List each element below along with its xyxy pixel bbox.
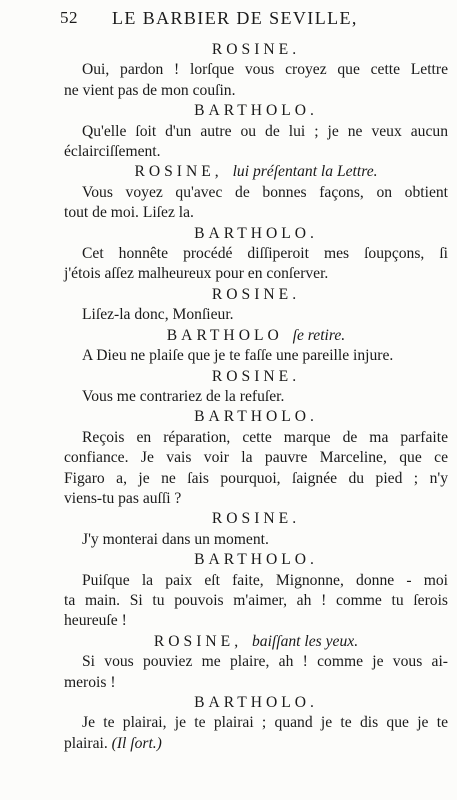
stage-direction: lui préſentant la Lettre. [232,163,378,181]
speech-line-text: ta main. Si tu pouvois m'aimer, ah ! comme tu ſerois [64,591,448,609]
speaker-heading [64,326,448,346]
speech-line [64,673,448,693]
speaker-name: ROSINE, [134,163,223,181]
speaker-heading [64,285,448,305]
speaker-heading [64,693,448,713]
speech-line-text: plairai. [64,734,108,752]
speaker-heading [64,224,448,244]
speaker-heading [64,407,448,427]
speaker-name: ROSINE. [211,41,301,58]
speaker-name: BARTHOLO. [194,551,318,569]
speech-line [64,203,448,223]
speech-line-text: A Dieu ne plaiſe que je te faſſe une pareille injure. [82,347,394,365]
speaker-name: ROSINE, [153,632,243,650]
page-number: 52 [60,8,78,27]
speech-line [64,469,448,489]
speech-line [64,489,448,509]
speaker-heading [64,40,448,60]
speech-line-text: heureuſe ! [64,612,127,630]
speaker-heading [64,632,448,652]
speaker-name: ROSINE. [211,367,301,385]
speech-line [64,652,448,672]
speech-line-text: Vous voyez qu'avec de bonnes façons, on obtient [82,183,448,201]
speech-line [64,448,448,468]
speaker-name: BARTHOLO. [194,102,318,120]
speech-line [64,244,448,264]
speech-line [64,713,448,733]
speech-line-text: Cet honnête procédé diſſiperoit mes ſoupçons, ſi [82,245,448,263]
running-title: LE BARBIER DE SEVILLE, [112,8,358,28]
page-header [60,6,440,36]
speech-line-text: éclairciſſement. [64,143,161,161]
speech-line [64,346,448,366]
closing-stage-direction: (Il ſort.) [111,734,162,752]
speaker-name: BARTHOLO. [194,224,318,242]
speech-line-text: Puiſque la paix eſt faite, Mignonne, donne - moi [82,571,448,589]
speech-line-text: viens-tu pas auſſi ? [64,489,182,507]
speech-line [64,305,448,325]
stage-direction: baiſſant les yeux. [252,632,359,650]
speech-line-text: Si vous pouviez me plaire, ah ! comme je vous ai- [82,653,448,671]
speech-line-text: Je te plairai, je te plairai ; quand je te dis que je te [82,714,448,732]
speaker-name: ROSINE. [211,285,301,303]
speaker-heading [64,101,448,121]
speaker-heading [64,509,448,529]
speech-line-text: confiance. Je vais voir la pauvre Marceline, que ce [64,449,448,467]
speaker-name: BARTHOLO. [194,408,318,426]
speech-line-text: Liſez-la donc, Monſieur. [82,306,234,324]
speech-line [64,60,448,80]
speech-line-text: Qu'elle ſoit d'un autre ou de lui ; je ne veux aucun [82,122,448,140]
dialogue-text [64,40,448,754]
speech-line-text: tout de moi. Liſez la. [64,204,194,222]
speech-line-text: j'étois aſſez malheureux pour en conſerver. [64,265,329,283]
speech-line [64,183,448,203]
speech-line [64,611,448,631]
speech-line [64,142,448,162]
speaker-name: ROSINE. [211,510,301,528]
speaker-name: BARTHOLO [166,326,283,344]
speech-line-text: Oui, pardon ! lorſque vous croyez que cette Lettre [82,61,448,79]
speech-line [64,734,448,754]
speaker-heading [64,367,448,387]
speech-line [64,571,448,591]
speech-line-text: merois ! [64,673,116,691]
speech-line-text: ne vient pas de mon couſin. [64,81,236,99]
speech-line-text: J'y monterai dans un moment. [82,530,269,548]
speaker-name: BARTHOLO. [194,694,318,711]
speech-line [64,530,448,550]
speech-line-text: Vous me contrariez de la refuſer. [82,387,285,405]
speech-line [64,591,448,611]
speech-line [64,122,448,142]
speech-line [64,387,448,407]
speaker-heading [64,550,448,570]
speech-line [64,81,448,101]
stage-direction: ſe retire. [292,326,346,344]
speaker-heading [64,162,448,182]
speech-line [64,264,448,284]
speech-line-text: Figaro a, je ne ſais pourquoi, ſaignée du pied ; n'y [64,469,448,487]
speech-line [64,428,448,448]
speech-line-text: Reçois en réparation, cette marque de ma parfaite [82,428,448,446]
